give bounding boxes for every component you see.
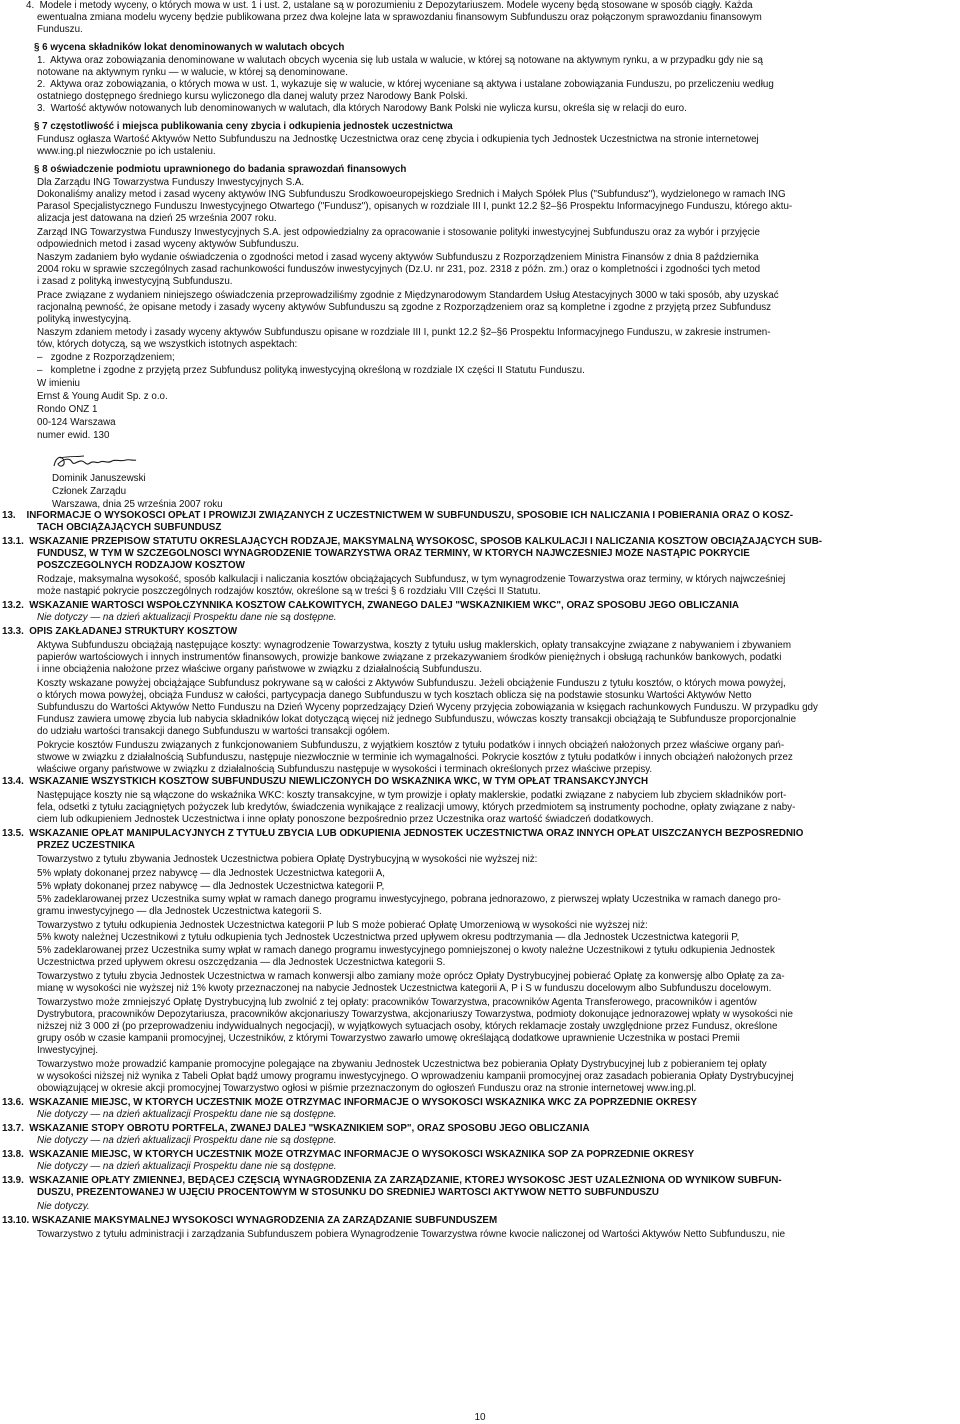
heading-line: 13.10. WSKAZANIE MAKSYMALNEJ WYSOKOŚCI WYNAGRODZENIA ZA ZARZĄDZANIE SUBFUNDUSZEM <box>2 1215 498 1226</box>
text-line: Funduszu. <box>37 24 83 35</box>
text-line: grupy osób w czasie kampanii promocyjnej, Uczestników, z którymi Towarzystwo zawarło umowę określającą dodatkowe uprawnienie Uczestnika w postaci Premii <box>37 1033 740 1044</box>
text-line: Dokonaliśmy analizy metod i zasad wyceny aktywów ING Subfunduszu Środkowoeuropejskiego Średnich i Małych Spółek Plus ("Subfundusz"), wydzielonego w ramach ING <box>37 189 786 200</box>
heading-line: PRZEZ UCZESTNIKA <box>37 840 135 851</box>
text-line: Dominik Januszewski <box>52 473 146 484</box>
text-line: Rodzaje, maksymalna wysokość, sposób kalkulacji i naliczania kosztów obciążających Subfundusz, w tym wynagrodzenie Towarzystwa oraz terminy, w których najwcześniej <box>37 574 786 585</box>
text-line: 2. Aktywa oraz zobowiązania, o których mowa w ust. 1, wykazuje się w walucie, w której wyceniane są aktywa i ustalane zobowiązania Funduszu, po przeliczeniu według <box>37 79 774 90</box>
text-line: Towarzystwo z tytułu zbycia Jednostek Uczestnictwa w ramach konwersji albo zamiany może oprócz Opłaty Dystrybucyjnej pobierać Opłatę za konwersję albo Opłatę za za- <box>37 971 785 982</box>
text-line: niższej niż 3 000 zł (po przeprowadzeniu indywidualnych negocjacji), w wyjątkowych sytuacjach osoby, których reklamacje zostały uwzględnione przez Fundusz, określone <box>37 1021 778 1032</box>
text-line: Fundusz ogłasza Wartość Aktywów Netto Subfunduszu na Jednostkę Uczestnictwa oraz cenę zbycia i odkupienia tych Jednostek Uczestnictwa na stronie internetowej <box>37 134 759 145</box>
text-line: Naszym zadaniem było wydanie oświadczenia o zgodności metod i zasad wyceny aktywów Subfunduszu z Rozporządzeniem Ministra Finansów z dnia 8 października <box>37 252 759 263</box>
heading-line: 13.1. WSKAZANIE PRZEPISÓW STATUTU OKREŚLAJĄCYCH RODZAJE, MAKSYMALNĄ WYSOKOŚĆ, SPOSÓB KALKULACJI I NALICZANIA KOSZTÓW OBCIĄŻAJĄCYCH SUB- <box>2 536 823 547</box>
text-line: Pokrycie kosztów Funduszu związanych z funkcjonowaniem Subfunduszu, z wyjątkiem kosztów z tytułu podatków i innych obciążeń nałożonych przez właściwe organy pań- <box>37 740 785 751</box>
text-line: ostatniego dostępnego średniego kursu wyliczonego dla danej waluty przez Narodowy Bank Polski. <box>37 91 468 102</box>
text-line: Towarzystwo z tytułu administracji i zarządzania Subfunduszem pobiera Wynagrodzenie Towarzystwa równe kwocie naliczonej od Wartości Aktywów Netto Subfunduszu, nie <box>37 1229 786 1240</box>
heading-line: 13.4. WSKAZANIE WSZYSTKICH KOSZTÓW SUBFUNDUSZU NIEWLICZONYCH DO WSKAŹNIKA WKC, W TYM OPŁAT TRANSAKCYJNYCH <box>2 776 649 787</box>
heading-line: § 6 wycena składników lokat denominowanych w walutach obcych <box>34 42 345 53</box>
text-line: Nie dotyczy — na dzień aktualizacji Prospektu dane nie są dostępne. <box>37 1135 337 1146</box>
text-line: Warszawa, dnia 25 września 2007 roku <box>52 499 223 510</box>
text-line: 1. Aktywa oraz zobowiązania denominowane w walutach obcych wycenia się lub ustala w walucie, w której są notowane na aktywnym rynku, a w przypadku gdy nie są <box>37 55 763 66</box>
heading-line: TACH OBCIĄŻAJĄCYCH SUBFUNDUSZ <box>37 522 222 533</box>
heading-line: 13.8. WSKAZANIE MIEJSC, W KTÓRYCH UCZESTNIK MOŻE OTRZYMAĆ INFORMACJE O WYSOKOŚCI WSKAŹNIKA SOP ZA POPRZEDNIE OKRESY <box>2 1149 695 1160</box>
text-line: Inwestycyjnej. <box>37 1045 98 1056</box>
text-line: – zgodne z Rozporządzeniem; <box>37 352 175 363</box>
text-line: Dystrybutora, pracowników Depozytariusza, pracowników akcjonariuszy Towarzystwa, akcjonariuszy Towarzystwa, podmioty dokonujące jednorazowej wpłaty w wysokości nie <box>37 1009 793 1020</box>
heading-line: 13.2. WSKAZANIE WARTOŚCI WSPÓŁCZYNNIKA KOSZTÓW CAŁKOWITYCH, ZWANEGO DALEJ "WSKAŹNIKIEM WKC", ORAZ SPOSOBU JEGO OBLICZANIA <box>2 600 739 611</box>
text-line: i zasad z polityką inwestycyjną Subfunduszu. <box>37 276 233 287</box>
text-line: Parasol Specjalistycznego Funduszu Inwestycyjnego Otwartego ("Fundusz"), opisanych w rozdziale III I, punkt 12.2 §2–§6 Prospektu Informacyjnego Funduszu, którego aktu- <box>37 201 793 212</box>
text-line: Naszym zdaniem metody i zasady wyceny aktywów Subfunduszu opisane w rozdziale III I, punkt 12.2 §2–§6 Prospektu Informacyjnego Funduszu, w zakresie instrumen- <box>37 327 771 338</box>
signature-image <box>50 452 140 472</box>
text-line: 2004 roku w sprawie szczególnych zasad rachunkowości funduszów inwestycyjnych (Dz.U. nr 231, poz. 2318 z późn. zm.) oraz o kompletności i zgodności tych metod <box>37 264 761 275</box>
text-line: notowane na aktywnym rynku — w walucie, w której są denominowane. <box>37 67 348 78</box>
text-line: 5% wpłaty dokonanej przez nabywcę — dla Jednostek Uczestnictwa kategorii P, <box>37 881 385 892</box>
text-line: Towarzystwo może prowadzić kampanie promocyjne polegające na zbywaniu Jednostek Uczestnictwa bez pobierania Opłaty Dystrybucyjnej lub z pobieraniem tej opłaty <box>37 1059 767 1070</box>
heading-line: FUNDUSZ, W TYM W SZCZEGÓLNOŚCI WYNAGRODZENIE TOWARZYSTWA ORAZ TERMINY, W KTÓRYCH NAJWCZEŚNIEJ MOŻE NASTĄPIĆ POKRYCIE <box>37 548 750 559</box>
text-line: w wysokości niższej niż wynika z Tabeli Opłat bądź umowy programu inwestycyjnego. O wprowadzeniu kampanii promocyjnej oraz zasadach pobierania Opłaty Dystrybucyjnej <box>37 1071 794 1082</box>
text-line: Ernst & Young Audit Sp. z o.o. <box>37 391 168 402</box>
heading-line: 13.3. OPIS ZAKŁADANEJ STRUKTURY KOSZTÓW <box>2 626 238 637</box>
text-line: Nie dotyczy — na dzień aktualizacji Prospektu dane nie są dostępne. <box>37 1109 337 1120</box>
text-line: Nie dotyczy — na dzień aktualizacji Prospektu dane nie są dostępne. <box>37 1161 337 1172</box>
text-line: Nie dotyczy — na dzień aktualizacji Prospektu dane nie są dostępne. <box>37 612 337 623</box>
text-line: i inne obciążenia nałożone przez właściwe organy państwowe w związku z działalnością Subfunduszu. <box>37 664 482 675</box>
text-line: numer ewid. 130 <box>37 430 110 441</box>
text-line: obowiązującej w okresie akcji promocyjnej Towarzystwo ogłosi w piśmie przeznaczonym do ogłoszeń Funduszu oraz na stronie internetowej www.ing.pl. <box>37 1083 697 1094</box>
heading-line: 13.6. WSKAZANIE MIEJSC, W KTÓRYCH UCZESTNIK MOŻE OTRZYMAĆ INFORMACJE O WYSOKOŚCI WSKAŹNIKA WKC ZA POPRZEDNIE OKRESY <box>2 1097 698 1108</box>
text-line: Aktywa Subfunduszu obciążają następujące koszty: wynagrodzenie Towarzystwa, koszty z tytułu usług maklerskich, opłaty transakcyjne związane z nabywaniem i zbywaniem <box>37 640 791 651</box>
text-line: alizacja jest datowana na dzień 25 września 2007 roku. <box>37 213 277 224</box>
heading-line: § 7 częstotliwość i miejsca publikowania ceny zbycia i odkupienia jednostek uczestnictwa <box>34 121 453 132</box>
text-line: Zarząd ING Towarzystwa Funduszy Inwestycyjnych S.A. jest odpowiedzialny za opracowanie i stosowanie polityki inwestycyjnej Subfunduszu oraz za wybór i przyjęcie <box>37 227 760 238</box>
text-line: Uczestnictwa przed upływem okresu oszczędzania — dla Jednostek Uczestnictwa kategorii S. <box>37 957 446 968</box>
text-line: o których mowa powyżej, obciąża Fundusz w całości, partycypacja danego Subfunduszu w tych kosztach oblicza się na podstawie stosunku Wartości Aktywów Netto <box>37 690 752 701</box>
text-line: odpowiednich metod i zasad wyceny aktywów Subfunduszu. <box>37 239 299 250</box>
heading-line: 13.5. WSKAZANIE OPŁAT MANIPULACYJNYCH Z TYTUŁU ZBYCIA LUB ODKUPIENIA JEDNOSTEK UCZESTNICTWA ORAZ INNYCH OPŁAT UISZCZANYCH BEZPOŚREDNIO <box>2 828 804 839</box>
text-line: Subfunduszu do Wartości Aktywów Netto Funduszu na Dzień Wyceny poprzedzający Dzień Wyceny przyjęcia zobowiązania w księgach rachunkowych Funduszu. W przypadku gdy <box>37 702 818 713</box>
text-line: Następujące koszty nie są włączone do wskaźnika WKC: koszty transakcyjne, w tym prowizje i opłaty maklerskie, podatki związane z nabyciem lub zbyciem składników port- <box>37 790 787 801</box>
text-line: fela, odsetki z tytułu zaciągniętych pożyczek lub kredytów, świadczenia wynikające z realizacji umowy, których przedmiotem są instrumenty pochodne, opłaty związane z naby- <box>37 802 796 813</box>
text-line: 00-124 Warszawa <box>37 417 116 428</box>
text-line: 5% kwoty należnej Uczestnikowi z tytułu odkupienia tych Jednostek Uczestnictwa przed upływem okresu podtrzymania — dla Jednostek Uczestnictwa kategorii P, <box>37 932 740 943</box>
text-line: może nastąpić pokrycie poszczególnych rodzajów kosztów, określone są w treści § 6 rozdziału VIII Części II Statutu. <box>37 586 541 597</box>
heading-line: § 8 oświadczenie podmiotu uprawnionego do badania sprawozdań finansowych <box>34 164 407 175</box>
text-line: – kompletne i zgodne z przyjętą przez Subfundusz polityką inwestycyjną określoną w rozdziale IX części II Statutu Funduszu. <box>37 365 585 376</box>
text-line: Koszty wskazane powyżej obciążające Subfundusz pokrywane są w całości z Aktywów Subfunduszu. Jeżeli obciążenie Funduszu z tytułu kosztów, o których mowa powyżej, <box>37 678 786 689</box>
text-line: Nie dotyczy. <box>37 1201 90 1212</box>
text-line: Fundusz zawiera umowę zbycia lub nabycia składników lokat dotyczącą więcej niż jednego Subfunduszu, wówczas koszty transakcji obciążają te Subfundusze proporcjonalnie <box>37 714 797 725</box>
text-line: 5% zadeklarowanej przez Uczestnika sumy wpłat w ramach danego programu inwestycyjnego, pobrana jednorazowo, z pierwszej wpłaty Uczestnika w ramach danego pro- <box>37 894 781 905</box>
heading-line: POSZCZEGÓLNYCH RODZAJÓW KOSZTÓW <box>37 560 245 571</box>
text-line: papierów wartościowych i innych instrumentów finansowych, prowizje bankowe związane z przekazywaniem środków pieniężnych i obsługą rachunków bankowych, podatki <box>37 652 782 663</box>
text-line: właściwe organy państwowe w związku z działalnością Subfunduszu następuje w wysokości i terminach określonych przez właściwe przepisy. <box>37 764 653 775</box>
text-line: do udziału wartości transakcji danego Subfunduszu w wartości transakcji ogółem. <box>37 726 390 737</box>
text-line: tów, których dotyczą, są we wszystkich istotnych aspektach: <box>37 339 298 350</box>
text-line: Towarzystwo z tytułu zbywania Jednostek Uczestnictwa pobiera Opłatę Dystrybucyjną w wysokości nie wyższej niż: <box>37 854 538 865</box>
heading-line: DUSZU, PREZENTOWANEJ W UJĘCIU PROCENTOWYM W STOSUNKU DO ŚREDNIEJ WARTOŚCI AKTYWÓW NETTO SUBFUNDUSZU <box>37 1187 659 1198</box>
text-line: 5% zadeklarowanej przez Uczestnika sumy wpłat w ramach danego programu inwestycyjnego pomniejszonej o kwoty należne Uczestnikowi z tytułu odkupienia Jednostek <box>37 945 775 956</box>
text-line: 3. Wartość aktywów notowanych lub denominowanych w walutach, dla których Narodowy Bank Polski nie wylicza kursu, określa się w relacji do euro. <box>37 103 687 114</box>
text-line: Dla Zarządu ING Towarzystwa Funduszy Inwestycyjnych S.A. <box>37 177 305 188</box>
heading-line: 13.7. WSKAZANIE STOPY OBROTU PORTFELA, ZWANEJ DALEJ "WSKAŹNIKIEM SOP", ORAZ SPOSOBU JEGO OBLICZANIA <box>2 1123 590 1134</box>
page-number: 10 <box>474 1412 486 1423</box>
text-line: polityką inwestycyjną. <box>37 314 132 325</box>
text-line: www.ing.pl niezwłocznie po ich ustaleniu. <box>37 146 216 157</box>
heading-line: 13. INFORMACJE O WYSOKOŚCI OPŁAT I PROWIZJI ZWIĄZANYCH Z UCZESTNICTWEM W SUBFUNDUSZU, SPOSOBIE ICH NALICZANIA I POBIERANIA ORAZ O KOSZ- <box>2 510 794 521</box>
text-line: Prace związane z wydaniem niniejszego oświadczenia przeprowadziliśmy zgodnie z Międzynarodowym Standardem Usług Atestacyjnych 3000 w taki sposób, aby uzyskać <box>37 290 779 301</box>
text-line: racjonalną pewność, że opisane metody i zasady wyceny aktywów Subfunduszu są zgodne z Rozporządzeniem oraz są kompletne i zgodne z przyjętą przez Subfundusz <box>37 302 772 313</box>
text-line: ciem lub odkupieniem Jednostek Uczestnictwa i inne opłaty ponoszone bezpośrednio przez Uczestnika oraz wartość świadczeń dodatkowych. <box>37 814 654 825</box>
text-line: gramu inwestycyjnego — dla Jednostek Uczestnictwa kategorii S. <box>37 906 322 917</box>
text-line: Rondo ONZ 1 <box>37 404 98 415</box>
text-line: Towarzystwo może zmniejszyć Opłatę Dystrybucyjną lub zwolnić z tej opłaty: pracowników Towarzystwa, pracowników Agenta Transferowego, pracowników i agentów <box>37 997 757 1008</box>
heading-line: 13.9. WSKAZANIE OPŁATY ZMIENNEJ, BĘDĄCEJ CZĘŚCIĄ WYNAGRODZENIA ZA ZARZĄDZANIE, KTÓREJ WYSOKOŚĆ JEST UZALEŻNIONA OD WYNIKÓW SUBFUN- <box>2 1175 782 1186</box>
text-line: stwowe w związku z działalnością Subfunduszu, następuje niezwłocznie w terminie ich wymagalności. Pokrycie kosztów z tytułu podatków i innych obciążeń nałożonych przez <box>37 752 793 763</box>
text-line: mianę w wysokości nie wyższej niż 1% kwoty przeznaczonej na nabycie Jednostek Uczestnictwa kategorii A, P i S w funduszu docelowym albo Subfunduszu docelowym. <box>37 983 772 994</box>
text-line: W imieniu <box>37 378 81 389</box>
text-line: 4. Modele i metody wyceny, o których mowa w ust. 1 i ust. 2, ustalane są w porozumieniu z Depozytariuszem. Modele wyceny będą stosowane w sposób ciągły. Każda <box>26 0 753 11</box>
text-line: Towarzystwo z tytułu odkupienia Jednostek Uczestnictwa kategorii P lub S może pobierać Opłatę Umorzeniową w wysokości nie wyższej niż: <box>37 920 648 931</box>
text-line: ewentualna zmiana modelu wyceny będzie publikowana przez dwa kolejne lata w sprawozdaniu finansowym Subfunduszu oraz połączonym sprawozdaniu finansowym <box>37 12 762 23</box>
text-line: 5% wpłaty dokonanej przez nabywcę — dla Jednostek Uczestnictwa kategorii A, <box>37 868 385 879</box>
text-line: Członek Zarządu <box>52 486 127 497</box>
